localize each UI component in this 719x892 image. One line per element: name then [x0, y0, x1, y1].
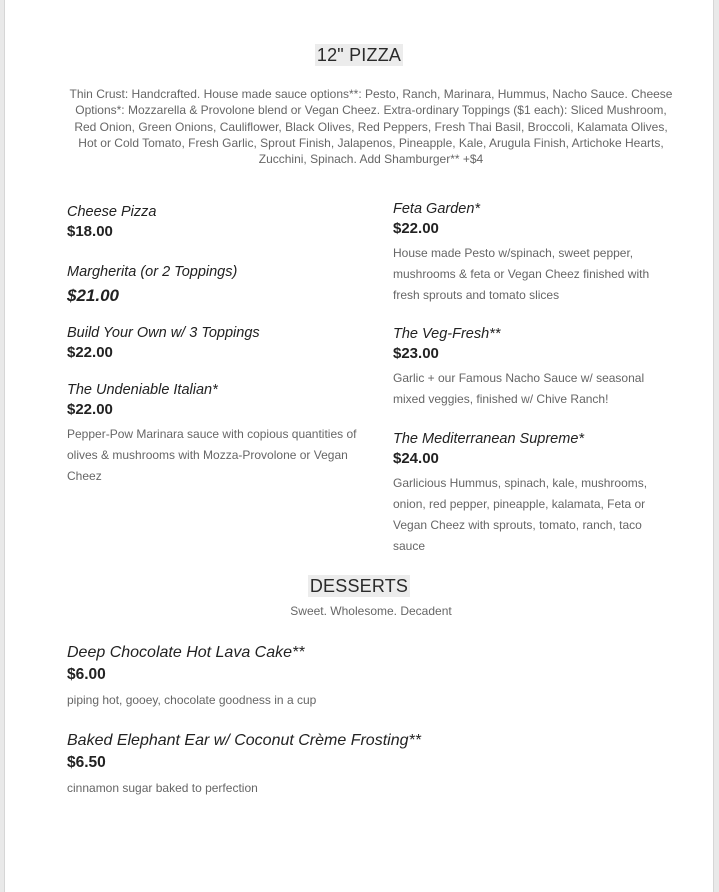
pizza-section-title	[5, 45, 713, 66]
item-name: Baked Elephant Ear w/ Coconut Crème Frosting**	[67, 732, 421, 749]
item-name: Deep Chocolate Hot Lava Cake**	[67, 644, 305, 661]
desserts-section-title	[5, 576, 713, 597]
item-description: Garlicious Hummus, spinach, kale, mushrooms, onion, red pepper, pineapple, kalamata, Feta or Vegan Cheez with sprouts, tomato, ranch, taco sauce	[393, 476, 648, 553]
item-price: $22.00	[67, 401, 113, 418]
menu-item-mediterranean-supreme	[393, 431, 668, 557]
item-description: piping hot, gooey, chocolate goodness in a cup	[67, 693, 317, 707]
item-price: $24.00	[393, 450, 439, 467]
menu-page	[4, 0, 714, 892]
desserts-subtitle: Sweet. Wholesome. Decadent	[290, 604, 452, 618]
item-name: The Mediterranean Supreme*	[393, 431, 585, 447]
item-name: Build Your Own w/ 3 Toppings	[67, 325, 260, 341]
item-price: $23.00	[393, 345, 439, 362]
item-price: $18.00	[67, 223, 113, 240]
pizza-title-text: 12" PIZZA	[316, 45, 402, 65]
pizza-description: Thin Crust: Handcrafted. House made sauce options**: Pesto, Ranch, Marinara, Hummus, Nacho Sauce. Cheese Options*: Mozzarella & Provolone blend or Vegan Cheez. Extra-ordinary Toppings ($1 each): Sliced Mushroom, Red Onion, Green Onions, Cauliflower, Black Olives, Red Peppers, Fresh Thai Basil, Broccoli, Kalamata Olives, Hot or Cold Tomato, Fresh Garlic, Sprout Finish, Jalapenos, Pineapple, Kale, Arugula Finish, Artichoke Hearts, Zucchini, Spinach. Add Shamburger** +$4	[69, 87, 673, 167]
item-name: Cheese Pizza	[67, 204, 157, 220]
item-description: Pepper-Pow Marinara sauce with copious quantities of olives & mushrooms with Mozza-Provolone or Vegan Cheez	[67, 427, 357, 483]
item-name: Feta Garden*	[393, 201, 481, 217]
item-price: $6.50	[67, 754, 106, 771]
menu-item-cheese-pizza	[67, 204, 367, 240]
item-price: $6.00	[67, 666, 106, 683]
item-name: The Undeniable Italian*	[67, 382, 218, 398]
item-description: House made Pesto w/spinach, sweet pepper, mushrooms & feta or Vegan Cheez finished with fresh sprouts and tomato slices	[393, 246, 650, 302]
dessert-item-lava-cake	[67, 644, 667, 711]
menu-item-veg-fresh	[393, 326, 668, 410]
item-name: Margherita (or 2 Toppings)	[67, 264, 238, 280]
item-price: $22.00	[67, 344, 113, 361]
item-price: $22.00	[393, 220, 439, 237]
item-price: $21.00	[67, 286, 119, 305]
desserts-title-text: DESSERTS	[309, 576, 409, 596]
item-name: The Veg-Fresh**	[393, 326, 501, 342]
item-description: cinnamon sugar baked to perfection	[67, 781, 258, 795]
menu-item-margherita	[67, 264, 367, 306]
dessert-item-elephant-ear	[67, 732, 667, 799]
menu-item-feta-garden	[393, 201, 668, 306]
menu-item-undeniable-italian	[67, 382, 357, 487]
item-description: Garlic + our Famous Nacho Sauce w/ seasonal mixed veggies, finished w/ Chive Ranch!	[393, 371, 645, 406]
menu-item-build-your-own	[67, 325, 367, 361]
